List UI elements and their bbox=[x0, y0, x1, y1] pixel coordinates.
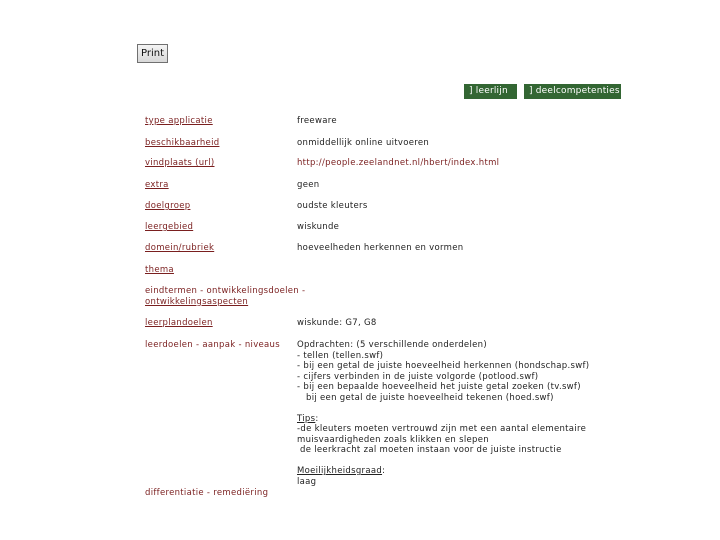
leergebied-label[interactable]: leergebied bbox=[145, 222, 194, 232]
leerplandoelen-label[interactable]: leerplandoelen bbox=[145, 318, 213, 328]
moeilijkheidsgraad-value: laag bbox=[297, 476, 317, 487]
type-applicatie-label[interactable]: type applicatie bbox=[145, 116, 213, 126]
extra-label[interactable]: extra bbox=[145, 180, 169, 190]
doelgroep-label[interactable]: doelgroep bbox=[145, 201, 191, 211]
opdracht-item: bij een getal de juiste hoeveelheid tekenen (hoed.swf) bbox=[297, 392, 554, 403]
tips-heading bbox=[297, 414, 627, 425]
deelcompetenties-button[interactable]: ] deelcompetenties bbox=[524, 84, 621, 99]
differentiatie-label: differentiatie - remediëring bbox=[145, 488, 269, 498]
tip-line: -de kleuters moeten vertrouwd zijn met een aantal elementaire bbox=[297, 424, 587, 434]
thema-label[interactable]: thema bbox=[145, 265, 174, 275]
leergebied-value: wiskunde bbox=[297, 222, 340, 232]
leerdoelen-description bbox=[297, 340, 627, 487]
extra-value: geen bbox=[297, 180, 320, 190]
leerlijn-button[interactable]: ] leerlijn bbox=[464, 84, 517, 99]
vindplaats-url[interactable]: http://people.zeelandnet.nl/hbert/index.html bbox=[297, 158, 500, 168]
leerplandoelen-value: wiskunde: G7, G8 bbox=[297, 318, 377, 328]
tips-label: Tips bbox=[297, 413, 316, 424]
opdracht-item: - cijfers verbinden in de juiste volgorde (potlood.swf) bbox=[297, 371, 539, 382]
beschikbaarheid-label[interactable]: beschikbaarheid bbox=[145, 138, 220, 148]
moeilijkheidsgraad-label: Moeilijkheidsgraad bbox=[297, 466, 383, 476]
beschikbaarheid-value: onmiddellijk online uitvoeren bbox=[297, 138, 430, 148]
domein-rubriek-value: hoeveelheden herkennen en vormen bbox=[297, 243, 464, 253]
print-button[interactable]: Print bbox=[137, 44, 168, 63]
type-applicatie-value: freeware bbox=[297, 116, 337, 126]
opdracht-item: - bij een getal de juiste hoeveelheid herkennen (hondschap.swf) bbox=[297, 361, 590, 371]
tip-line: de leerkracht zal moeten instaan voor de juiste instructie bbox=[297, 445, 562, 455]
moeilijkheidsgraad-colon: : bbox=[382, 466, 386, 476]
tip-line: muisvaardigheden zoals klikken en slepen bbox=[297, 434, 489, 445]
domein-rubriek-label[interactable]: domein/rubriek bbox=[145, 243, 215, 253]
eindtermen-label-line1: eindtermen - ontwikkelingsdoelen - bbox=[145, 286, 306, 296]
opdrachten-line: Opdrachten: (5 verschillende onderdelen) bbox=[297, 340, 487, 350]
tips-colon: : bbox=[315, 413, 319, 424]
opdracht-item: - tellen (tellen.swf) bbox=[297, 350, 384, 361]
leerdoelen-label: leerdoelen - aanpak - niveaus bbox=[145, 340, 280, 350]
eindtermen-label[interactable] bbox=[145, 286, 306, 307]
moeilijkheidsgraad-heading bbox=[297, 466, 627, 477]
doelgroep-value: oudste kleuters bbox=[297, 201, 368, 211]
eindtermen-label-line2: ontwikkelingsaspecten bbox=[145, 296, 249, 307]
opdracht-item: - bij een bepaalde hoeveelheid het juiste getal zoeken (tv.swf) bbox=[297, 382, 581, 392]
vindplaats-label[interactable]: vindplaats (url) bbox=[145, 158, 215, 168]
